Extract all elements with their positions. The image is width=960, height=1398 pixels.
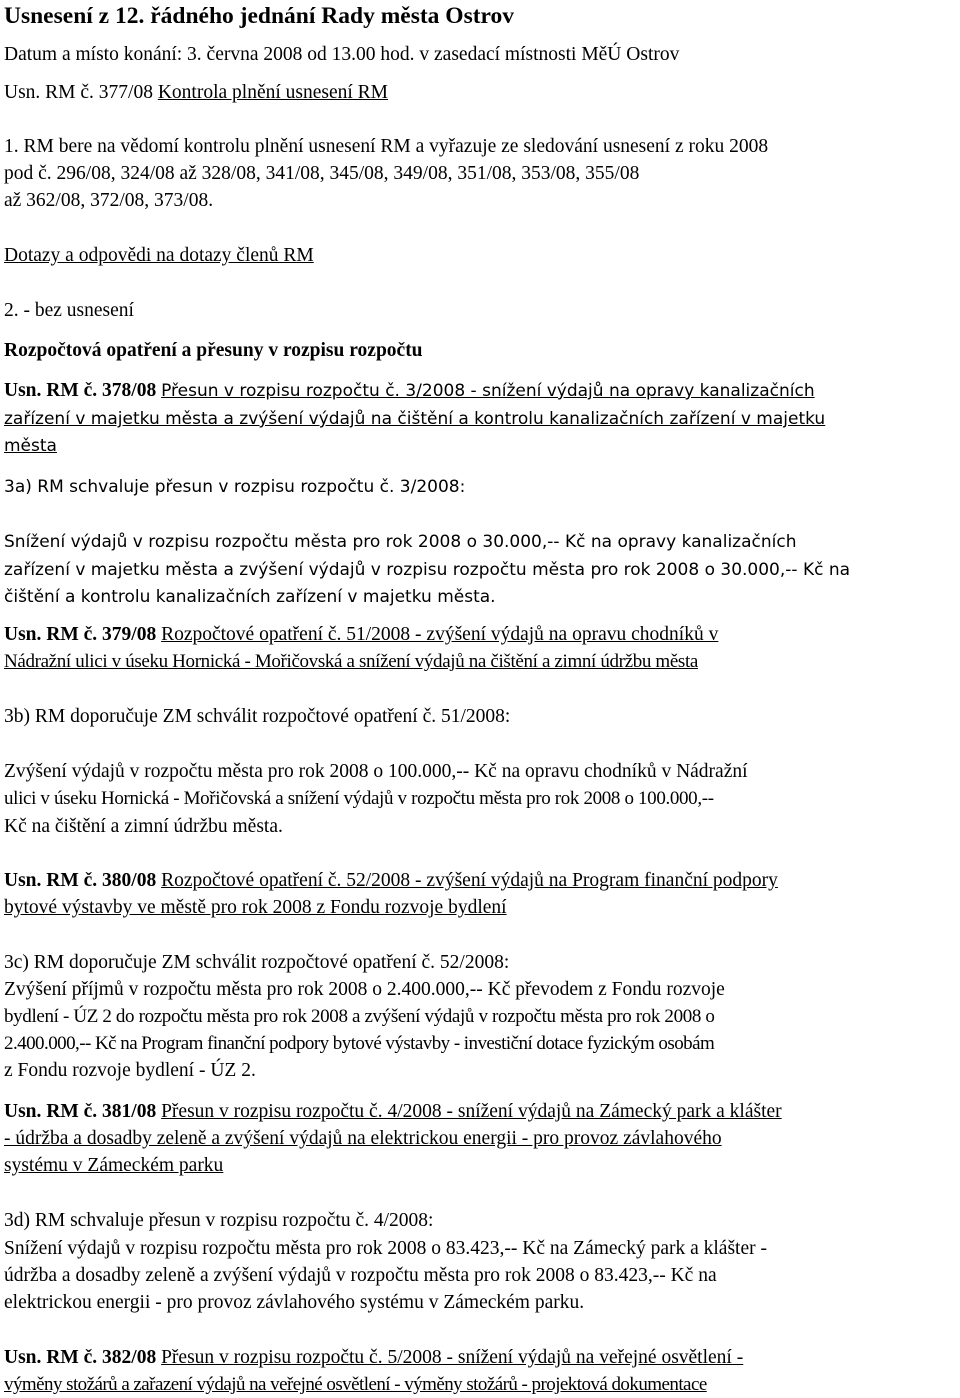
item-1-line-3: až 362/08, 372/08, 373/08. bbox=[4, 190, 214, 211]
resolution-378-text-line-1: Snížení výdajů v rozpisu rozpočtu města pro rok 2008 o 30.000,-- Kč na opravy kanalizačních bbox=[4, 532, 797, 552]
resolution-377-heading bbox=[4, 80, 388, 106]
resolution-381-decision: 3d) RM schvaluje přesun v rozpisu rozpočtu č. 4/2008: bbox=[4, 1210, 434, 1231]
resolution-379-text-line-1: Zvýšení výdajů v rozpočtu města pro rok 2008 o 100.000,-- Kč na opravu chodníků v Nádražní bbox=[4, 761, 748, 782]
resolution-378-subject-line-2[interactable]: zařízení v majetku města a zvýšení výdajů na čištění a kontrolu kanalizačních zařízení v majetku bbox=[4, 409, 826, 429]
resolution-378-number: Usn. RM č. 378/08 bbox=[4, 380, 157, 401]
resolution-380-subject-line-2[interactable]: bytové výstavby ve městě pro rok 2008 z Fondu rozvoje bydlení bbox=[4, 897, 507, 918]
resolution-379-number: Usn. RM č. 379/08 bbox=[4, 624, 157, 645]
meeting-info: Datum a místo konání: 3. června 2008 od 13.00 hod. v zasedací místnosti MěÚ Ostrov bbox=[4, 44, 680, 65]
resolution-382-number: Usn. RM č. 382/08 bbox=[4, 1347, 157, 1368]
resolution-379-heading bbox=[4, 622, 718, 648]
resolution-381-subject-line-3[interactable]: systému v Zámeckém parku bbox=[4, 1155, 224, 1176]
item-2: 2. - bez usnesení bbox=[4, 300, 134, 321]
resolution-380-text-line-1: Zvýšení příjmů v rozpočtu města pro rok 2008 o 2.400.000,-- Kč převodem z Fondu rozvoje bbox=[4, 979, 725, 1000]
resolution-377-number: Usn. RM č. 377/08 bbox=[4, 82, 158, 103]
resolution-380-text-line-2: bydlení - ÚZ 2 do rozpočtu města pro rok 2008 a zvýšení výdajů v rozpočtu města pro rok 2008 o bbox=[4, 1006, 715, 1027]
questions-link[interactable]: Dotazy a odpovědi na dotazy členů RM bbox=[4, 245, 314, 266]
resolution-382-subject-line-2[interactable]: výměny stožárů a zařazení výdajů na veřejné osvětlení - výměny stožárů - projektová dokumentace bbox=[4, 1374, 707, 1395]
section-heading: Rozpočtová opatření a přesuny v rozpisu rozpočtu bbox=[4, 340, 423, 361]
resolution-381-subject-line-2[interactable]: - údržba a dosadby zeleně a zvýšení výdajů na elektrickou energii - pro provoz závlahového bbox=[4, 1128, 722, 1149]
item-1-line-2: pod č. 296/08, 324/08 až 328/08, 341/08, 345/08, 349/08, 351/08, 353/08, 355/08 bbox=[4, 163, 640, 184]
resolution-381-text-line-2: údržba a dosadby zeleně a zvýšení výdajů v rozpočtu města pro rok 2008 o 83.423,-- Kč na bbox=[4, 1265, 717, 1286]
resolution-379-subject-line-2[interactable]: Nádražní ulici v úseku Hornická - Mořičovská a snížení výdajů na čištění a zimní údržbu města bbox=[4, 651, 698, 672]
resolution-381-text-line-1: Snížení výdajů v rozpisu rozpočtu města pro rok 2008 o 83.423,-- Kč na Zámecký park a klášter - bbox=[4, 1238, 767, 1259]
resolution-382-link[interactable]: Přesun v rozpisu rozpočtu č. 5/2008 - snížení výdajů na veřejné osvětlení - bbox=[161, 1347, 744, 1368]
resolution-377-link[interactable]: Kontrola plnění usnesení RM bbox=[157, 82, 389, 103]
resolution-380-text-line-4: z Fondu rozvoje bydlení - ÚZ 2. bbox=[4, 1060, 256, 1081]
resolution-378-decision: 3a) RM schvaluje přesun v rozpisu rozpočtu č. 3/2008: bbox=[4, 477, 466, 497]
resolution-379-text-line-3: Kč na čištění a zimní údržbu města. bbox=[4, 816, 283, 837]
resolution-379-link[interactable]: Rozpočtové opatření č. 51/2008 - zvýšení výdajů na opravu chodníků v bbox=[161, 624, 719, 645]
resolution-381-number: Usn. RM č. 381/08 bbox=[4, 1101, 157, 1122]
resolution-380-heading bbox=[4, 868, 778, 894]
resolution-379-decision: 3b) RM doporučuje ZM schválit rozpočtové opatření č. 51/2008: bbox=[4, 706, 511, 727]
resolution-380-link[interactable]: Rozpočtové opatření č. 52/2008 - zvýšení výdajů na Program finanční podpory bbox=[161, 870, 778, 891]
resolution-381-heading bbox=[4, 1099, 782, 1125]
resolution-380-decision: 3c) RM doporučuje ZM schválit rozpočtové opatření č. 52/2008: bbox=[4, 952, 510, 973]
resolution-380-text-line-3: 2.400.000,-- Kč na Program finanční podpory bytové výstavby - investiční dotace fyzickým osobám bbox=[4, 1033, 715, 1054]
resolution-381-link[interactable]: Přesun v rozpisu rozpočtu č. 4/2008 - snížení výdajů na Zámecký park a klášter bbox=[161, 1101, 782, 1122]
resolution-379-text-line-2: ulici v úseku Hornická - Mořičovská a snížení výdajů v rozpočtu města pro rok 2008 o 100.000,-- bbox=[4, 788, 714, 809]
resolution-378-text-line-3: čištění a kontrolu kanalizačních zařízení v majetku města. bbox=[4, 587, 496, 607]
resolution-378-text-line-2: zařízení v majetku města a zvýšení výdajů v rozpisu rozpočtu města pro rok 2008 o 30.000,-- Kč na bbox=[4, 560, 851, 580]
resolution-382-heading bbox=[4, 1345, 743, 1371]
item-1-line-1: 1. RM bere na vědomí kontrolu plnění usnesení RM a vyřazuje ze sledování usnesení z roku 2008 bbox=[4, 136, 769, 157]
resolution-381-text-line-3: elektrickou energii - pro provoz závlahového systému v Zámeckém parku. bbox=[4, 1292, 585, 1313]
resolution-380-number: Usn. RM č. 380/08 bbox=[4, 870, 157, 891]
resolution-378-heading bbox=[4, 378, 815, 404]
resolution-378-subject-line-3[interactable]: města bbox=[4, 436, 57, 456]
document-title: Usnesení z 12. řádného jednání Rady města Ostrov bbox=[4, 3, 515, 29]
resolution-378-link[interactable]: Přesun v rozpisu rozpočtu č. 3/2008 - snížení výdajů na opravy kanalizačních bbox=[161, 381, 815, 401]
